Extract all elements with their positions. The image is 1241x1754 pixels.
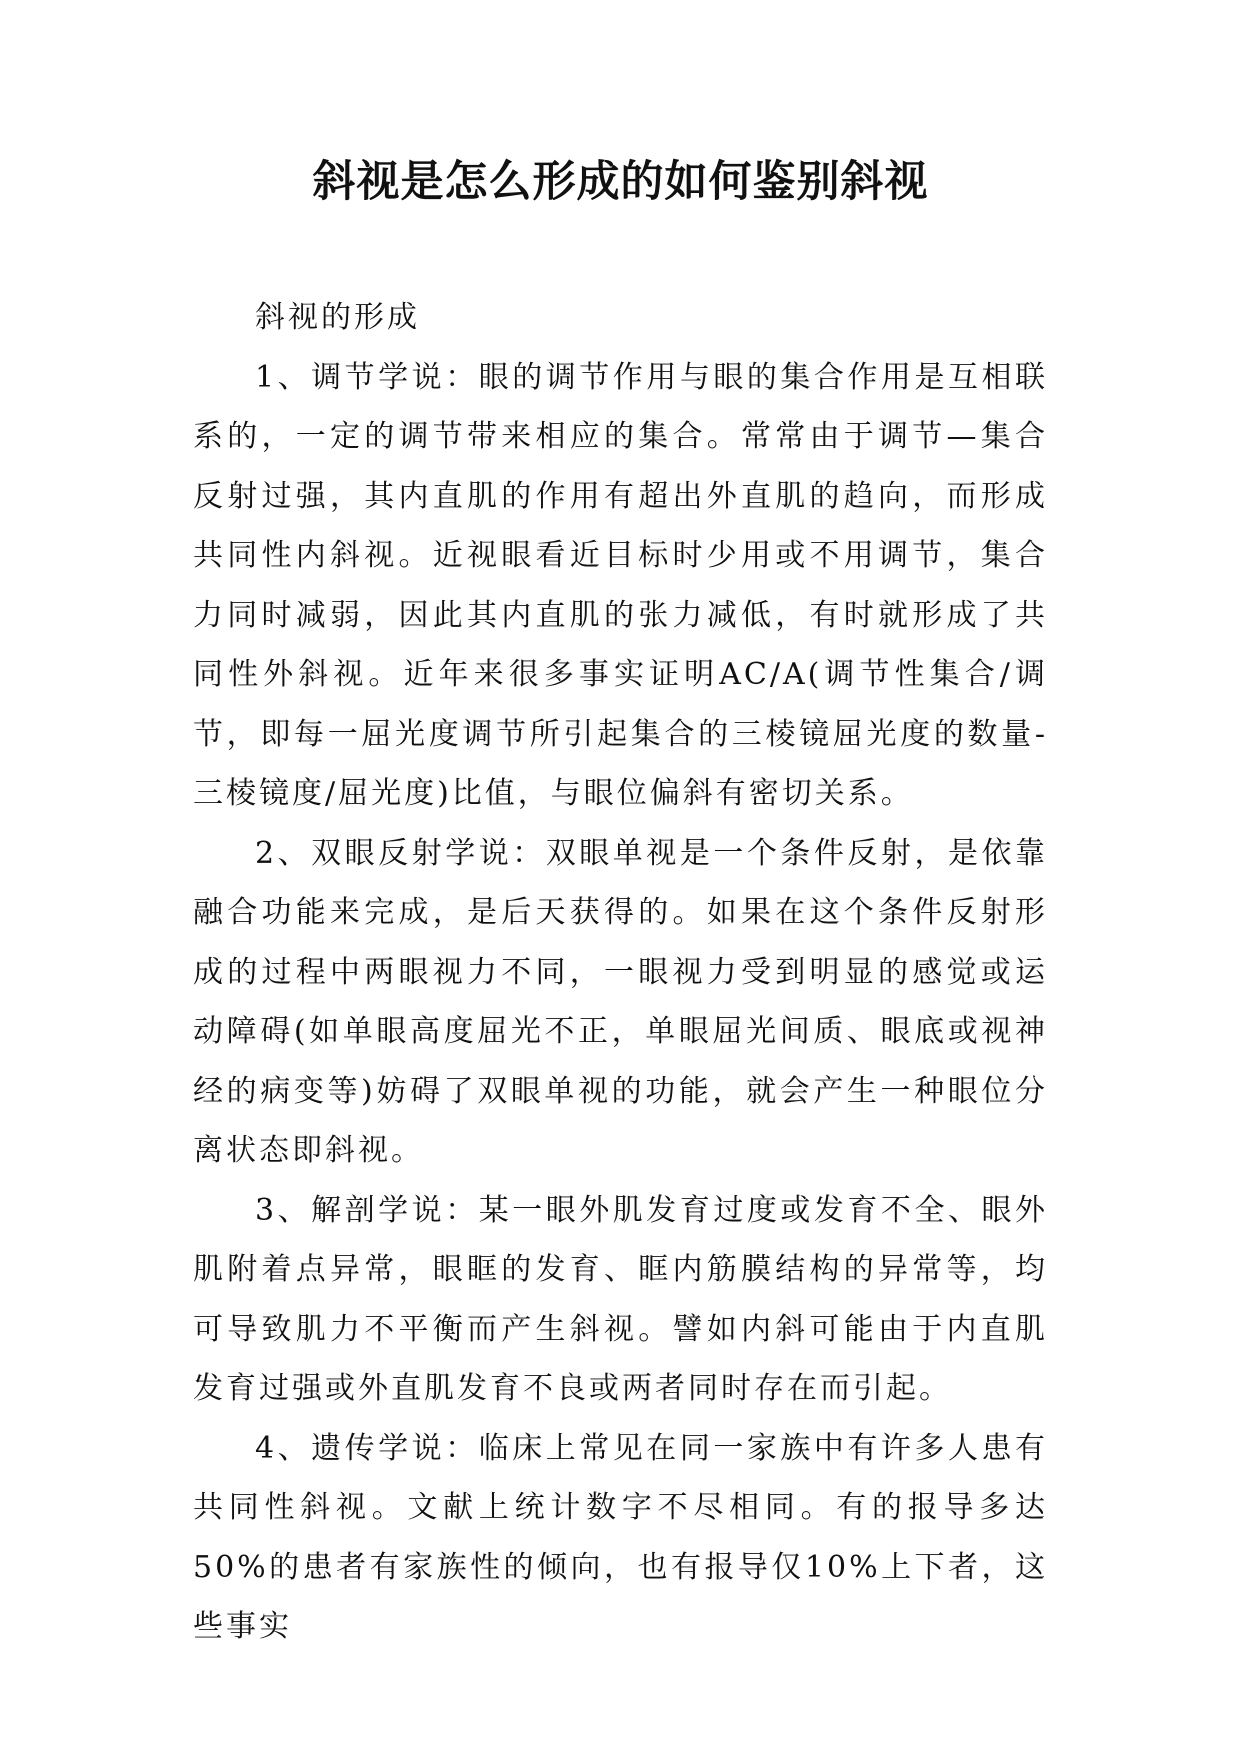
- paragraph-binocular-reflex-theory: 2、双眼反射学说：双眼单视是一个条件反射，是依靠融合功能来完成，是后天获得的。如果在这个条件反射形成的过程中两眼视力不同，一眼视力受到明显的感觉或运动障碍(如单眼高度屈光不正，单眼屈光间质、眼底或视神经的病变等)妨碍了双眼单视的功能，就会产生一种眼位分离状态即斜视。: [193, 835, 1048, 1168]
- paragraph-genetics-theory: 4、遗传学说：临床上常见在同一家族中有许多人患有共同性斜视。文献上统计数字不尽相同。有的报导多达50%的患者有家族性的倾向，也有报导仅10%上下者，这些事实: [193, 1430, 1048, 1644]
- section-heading: 斜视的形成: [255, 300, 420, 335]
- document-title: 斜视是怎么形成的如何鉴别斜视: [312, 157, 929, 207]
- document-body: [193, 288, 1048, 1657]
- paragraph-accommodation-theory: 1、调节学说：眼的调节作用与眼的集合作用是互相联系的，一定的调节带来相应的集合。常常由于调节—集合反射过强，其内直肌的作用有超出外直肌的趋向，而形成共同性内斜视。近视眼看近目标时少用或不用调节，集合力同时减弱，因此其内直肌的张力减低，有时就形成了共同性外斜视。近年来很多事实证明AC/A(调节性集合/调节，即每一屈光度调节所引起集合的三棱镜屈光度的数量-三棱镜度/屈光度)比值，与眼位偏斜有密切关系。: [193, 359, 1048, 811]
- paragraph-anatomy-theory: 3、解剖学说：某一眼外肌发育过度或发育不全、眼外肌附着点异常，眼眶的发育、眶内筋膜结构的异常等，均可导致肌力不平衡而产生斜视。譬如内斜可能由于内直肌发育过强或外直肌发育不良或两者同时存在而引起。: [193, 1192, 1048, 1406]
